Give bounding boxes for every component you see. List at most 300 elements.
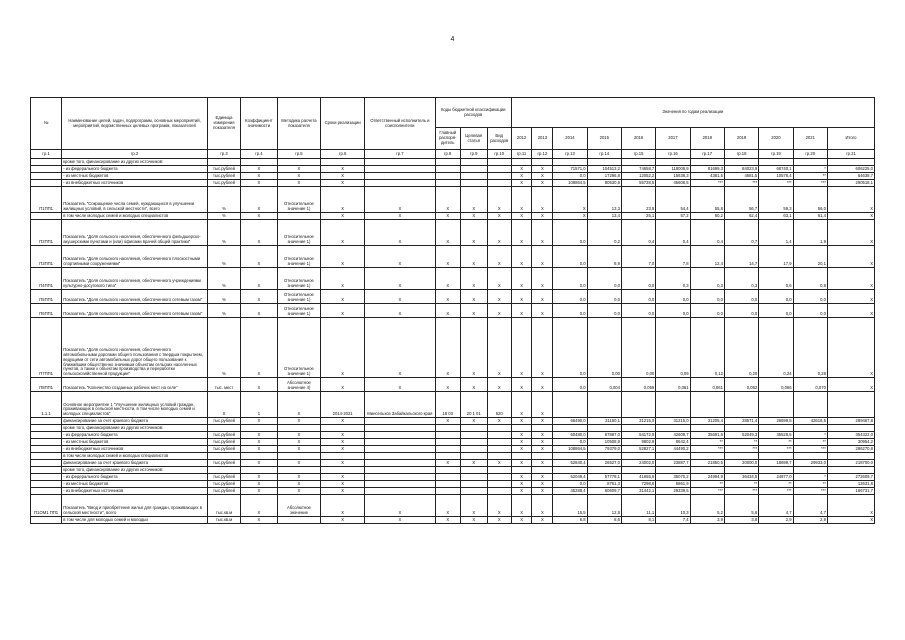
table-cell: 35691,6 — [690, 432, 724, 439]
table-cell: Х — [487, 517, 511, 524]
table-cell — [364, 432, 435, 439]
table-row — [31, 159, 875, 166]
row-name: кроме того, финансирование из других источников: — [62, 159, 208, 166]
column-number: гр.19 — [759, 150, 793, 159]
table-row — [31, 304, 875, 318]
table-cell: Х — [435, 213, 460, 220]
table-cell — [827, 453, 874, 460]
row-name: Показатель "Доля сельского населения, обеспеченного фельдшерско-акушерскими пунктами и (или) офисами врачей общей практики" — [62, 220, 208, 246]
table-cell: 54,4 — [656, 187, 690, 213]
table-cell: Х — [241, 517, 277, 524]
table-cell: 0,3 — [656, 268, 690, 290]
table-cell: Х — [460, 304, 487, 318]
table-cell — [435, 432, 460, 439]
table-cell: 24002,0 — [621, 460, 655, 467]
table-cell: 0,0 — [587, 268, 621, 290]
table-cell: Х — [532, 378, 553, 392]
column-number: гр.5 — [277, 150, 321, 159]
table-cell: 61,4 — [793, 213, 827, 220]
table-cell — [487, 439, 511, 446]
table-cell: % — [207, 268, 240, 290]
table-cell: Х — [435, 290, 460, 304]
table-cell: Х — [511, 488, 532, 495]
table-cell: Х — [321, 474, 365, 481]
table-cell — [621, 392, 655, 418]
table-cell: 7298,6 — [621, 481, 655, 488]
header-main-manager: Главный распоря- дитель — [435, 128, 460, 150]
column-number: гр.21 — [827, 150, 874, 159]
table-cell: тыс.рублей — [207, 481, 240, 488]
table-cell — [241, 453, 277, 460]
table-cell — [587, 159, 621, 166]
table-cell — [277, 453, 321, 460]
table-row — [31, 166, 875, 173]
row-code: П1ПП1 — [31, 187, 62, 213]
table-cell: Х — [487, 246, 511, 268]
table-cell — [364, 180, 435, 187]
table-cell: Х — [435, 495, 460, 517]
row-name: - из местных бюджетов — [62, 173, 208, 180]
table-cell: Х — [487, 418, 511, 425]
table-cell: 0,0 — [587, 304, 621, 318]
table-cell — [621, 467, 655, 474]
table-cell — [487, 425, 511, 432]
table-cell: 5,2 — [690, 495, 724, 517]
table-cell: Х — [532, 432, 553, 439]
table-cell: Х — [321, 446, 365, 453]
table-cell: Х — [435, 418, 460, 425]
table-row — [31, 418, 875, 425]
table-row — [31, 187, 875, 213]
table-cell: 60609,7 — [587, 488, 621, 495]
table-cell — [460, 166, 487, 173]
table-cell: Х — [321, 304, 365, 318]
table-cell — [793, 392, 827, 418]
table-cell: 52827,1 — [621, 446, 655, 453]
table-cell: Х — [321, 517, 365, 524]
table-cell — [487, 467, 511, 474]
table-cell: Х — [241, 180, 277, 187]
table-cell: Относительное значение 1) — [277, 304, 321, 318]
table-cell: Х — [460, 378, 487, 392]
table-cell: Х — [511, 246, 532, 268]
table-cell — [553, 425, 587, 432]
table-cell: 2,9 — [793, 517, 827, 524]
table-cell — [460, 488, 487, 495]
table-row — [31, 488, 875, 495]
table-cell: 20 1 01 — [460, 392, 487, 418]
table-cell: Х — [364, 378, 435, 392]
table-cell: 17296,8 — [587, 173, 621, 180]
row-code: П3ПП1 — [31, 246, 62, 268]
table-cell: Х — [364, 213, 435, 220]
header-year: 2021 — [793, 128, 827, 150]
table-cell: *** — [724, 446, 758, 453]
table-cell: 79379,0 — [587, 446, 621, 453]
row-code — [31, 432, 62, 439]
table-cell: 286270,8 — [827, 446, 874, 453]
table-cell: Х — [532, 418, 553, 425]
table-cell: 0,0 — [553, 439, 587, 446]
table-cell: 166731,7 — [827, 488, 874, 495]
table-cell: Х — [241, 418, 277, 425]
table-cell — [587, 467, 621, 474]
table-cell: 0,4 — [621, 220, 655, 246]
table-cell: 44490,2 — [656, 446, 690, 453]
table-cell: Х — [827, 378, 874, 392]
table-cell: Х — [277, 481, 321, 488]
table-cell: Х — [487, 460, 511, 467]
table-cell: 0,0 — [690, 304, 724, 318]
table-cell: Х — [277, 392, 321, 418]
table-cell: Х — [487, 268, 511, 290]
table-cell — [827, 392, 874, 418]
table-cell: тыс.кв.м — [207, 517, 240, 524]
table-cell: 68740,1 — [759, 166, 793, 173]
table-row — [31, 173, 875, 180]
table-cell — [793, 453, 827, 460]
table-cell: 0,0 — [553, 481, 587, 488]
table-cell: 41655,6 — [621, 474, 655, 481]
table-cell — [321, 467, 365, 474]
table-cell — [277, 425, 321, 432]
table-cell: Х — [487, 495, 511, 517]
table-cell — [277, 159, 321, 166]
table-cell: Х — [532, 488, 553, 495]
table-cell: 45606,5 — [656, 180, 690, 187]
table-cell: 0,0 — [621, 290, 655, 304]
table-cell: 0,09 — [656, 318, 690, 378]
row-name: - из федерального бюджета — [62, 474, 208, 481]
table-cell: 0,0 — [759, 304, 793, 318]
table-cell: Х — [321, 378, 365, 392]
table-cell: Х — [460, 290, 487, 304]
table-cell: 59,3 — [759, 187, 793, 213]
table-cell — [435, 180, 460, 187]
table-cell: тыс.рублей — [207, 418, 240, 425]
table-cell: *** — [793, 180, 827, 187]
table-body — [31, 159, 875, 524]
table-cell: Х — [511, 290, 532, 304]
table-cell — [435, 481, 460, 488]
table-cell — [364, 453, 435, 460]
table-cell: Х — [435, 187, 460, 213]
table-cell: ** — [793, 439, 827, 446]
table-cell — [553, 453, 587, 460]
table-cell: *** — [759, 446, 793, 453]
table-cell: 54172,9 — [621, 432, 655, 439]
table-cell — [487, 453, 511, 460]
table-cell: Х — [511, 439, 532, 446]
table-cell — [724, 467, 758, 474]
table-cell — [724, 425, 758, 432]
column-number: гр.1 — [31, 150, 62, 159]
table-cell: 8,6 — [587, 517, 621, 524]
table-cell: 0,0 — [759, 290, 793, 304]
table-cell: 80530,6 — [587, 180, 621, 187]
row-name: Показатель "Сокращение числа семей, нуждающихся в улучшении жилищных условий, в сельской местности", всего — [62, 187, 208, 213]
row-name: - из внебюджетных источников — [62, 180, 208, 187]
table-cell: Х — [511, 180, 532, 187]
table-cell: Х — [321, 432, 365, 439]
row-name: финансирование за счет краевого бюджета — [62, 418, 208, 425]
table-cell: 31150,1 — [587, 418, 621, 425]
table-cell: 0,28 — [793, 318, 827, 378]
table-cell: Х — [532, 246, 553, 268]
table-cell: 3,8 — [724, 517, 758, 524]
table-cell: Х — [532, 474, 553, 481]
table-cell: Х — [532, 517, 553, 524]
table-cell: 9802,9 — [621, 439, 655, 446]
table-cell: 0,3 — [690, 268, 724, 290]
table-cell: ** — [724, 439, 758, 446]
table-cell — [487, 432, 511, 439]
table-cell — [724, 392, 758, 418]
table-cell: 0,004 — [587, 378, 621, 392]
header-num: № — [31, 98, 62, 150]
table-cell — [793, 159, 827, 166]
table-cell: 1,4 — [759, 220, 793, 246]
header-year: 2016 — [621, 128, 655, 150]
table-cell: 62,4 — [724, 213, 758, 220]
header-term: Сроки реализации — [321, 98, 365, 150]
column-number: гр.20 — [793, 150, 827, 159]
table-cell: *** — [724, 488, 758, 495]
table-row — [31, 481, 875, 488]
table-cell — [364, 159, 435, 166]
table-cell: 55728,5 — [621, 180, 655, 187]
table-cell: 0,0 — [553, 290, 587, 304]
table-cell: Х — [460, 246, 487, 268]
table-cell: 26527,0 — [587, 460, 621, 467]
table-cell: ** — [724, 481, 758, 488]
table-cell — [487, 488, 511, 495]
table-cell — [759, 159, 793, 166]
table-cell — [656, 453, 690, 460]
header-unit: Единица измерения показателя — [207, 98, 240, 150]
table-cell: 0,066 — [759, 378, 793, 392]
row-name: Показатель "Доля сельского населения, обеспеченного учреждениями культурно-досугового типа" — [62, 268, 208, 290]
table-cell: Х — [511, 378, 532, 392]
table-cell: Х — [460, 220, 487, 246]
table-cell: 36434,5 — [724, 474, 758, 481]
table-row — [31, 460, 875, 467]
table-cell — [759, 453, 793, 460]
table-cell: 6,8 — [553, 517, 587, 524]
table-cell: 272609,7 — [827, 474, 874, 481]
table-cell: Х — [241, 187, 277, 213]
table-cell: Относительное значение 1) — [277, 290, 321, 304]
table-cell — [364, 439, 435, 446]
row-name: - из местных бюджетов — [62, 481, 208, 488]
row-code — [31, 439, 62, 446]
table-cell — [487, 481, 511, 488]
table-cell: 63,1 — [759, 213, 793, 220]
table-cell: % — [207, 213, 240, 220]
table-cell — [724, 159, 758, 166]
table-cell: Х — [321, 439, 365, 446]
table-cell: Х — [532, 173, 553, 180]
table-cell: Х — [277, 166, 321, 173]
table-cell: 0,0 — [690, 290, 724, 304]
table-cell: Х — [460, 213, 487, 220]
column-number: гр.7 — [364, 150, 435, 159]
table-cell: 42609,7 — [656, 432, 690, 439]
table-cell: Х — [460, 418, 487, 425]
table-cell: Х — [532, 495, 553, 517]
table-cell: Х — [532, 180, 553, 187]
table-cell: Х — [321, 290, 365, 304]
table-cell — [435, 446, 460, 453]
table-cell: Х — [511, 460, 532, 467]
table-cell: 3,9 — [690, 517, 724, 524]
table-cell: 0,00 — [621, 318, 655, 378]
table-cell — [460, 425, 487, 432]
table-cell — [587, 425, 621, 432]
table-cell — [621, 425, 655, 432]
table-cell — [435, 173, 460, 180]
table-cell: Х — [241, 474, 277, 481]
table-cell: 4681,5 — [724, 173, 758, 180]
table-row — [31, 432, 875, 439]
table-cell: 14,7 — [724, 246, 758, 268]
table-cell: Х — [321, 166, 365, 173]
table-cell: 31215,0 — [621, 418, 655, 425]
column-number: гр.8 — [435, 150, 460, 159]
table-cell — [690, 392, 724, 418]
header-values-by-year: Значения по годам реализации — [511, 98, 874, 128]
row-code — [31, 166, 62, 173]
row-code — [31, 460, 62, 467]
table-cell: 2,9 — [759, 517, 793, 524]
table-cell — [487, 166, 511, 173]
table-cell: 24994,9 — [690, 474, 724, 481]
table-cell: Относительное значение 1) — [277, 220, 321, 246]
table-cell: 4,7 — [793, 495, 827, 517]
row-name: Показатель "Доля сельского населения, обеспеченного автомобильными дорогами общего пользования с твердым покрытием, ведущими от сети автомобильных дорог общего пользования к ближайшим общественно значимым объектам сельских населенных пунктов, а также к объектам производства и переработки сельскохозяйственной продукции" — [62, 318, 208, 378]
table-cell: Х — [277, 418, 321, 425]
column-number: гр.13 — [553, 150, 587, 159]
table-cell: тыс.рублей — [207, 474, 240, 481]
table-cell — [460, 474, 487, 481]
table-cell: 56,0 — [793, 187, 827, 213]
table-cell — [435, 453, 460, 460]
table-cell: Х — [827, 290, 874, 304]
table-cell: Х — [321, 220, 365, 246]
row-code — [31, 425, 62, 432]
table-cell: Х — [241, 488, 277, 495]
table-cell — [460, 439, 487, 446]
table-cell: тыс.рублей — [207, 180, 240, 187]
row-code — [31, 488, 62, 495]
table-cell: 104513,2 — [587, 166, 621, 173]
table-cell — [364, 474, 435, 481]
table-cell: 28571,4 — [724, 418, 758, 425]
table-cell: 29933,0 — [793, 460, 827, 467]
header-year: 2015 — [587, 128, 621, 150]
table-row — [31, 392, 875, 418]
table-cell: 0,7 — [724, 220, 758, 246]
table-cell: Х — [460, 268, 487, 290]
table-cell — [460, 180, 487, 187]
table-cell: Х — [364, 268, 435, 290]
row-name: - из местных бюджетов — [62, 439, 208, 446]
table-cell — [460, 159, 487, 166]
table-cell: Х — [487, 318, 511, 378]
row-name: в том числе молодых семей и молодых специалистов — [62, 213, 208, 220]
table-cell: Х — [511, 474, 532, 481]
table-cell: *** — [690, 446, 724, 453]
table-cell: Х — [511, 268, 532, 290]
table-cell: Х — [277, 474, 321, 481]
header-expense-type: Вид расходов — [487, 128, 511, 150]
table-cell: Х — [532, 460, 553, 467]
table-cell — [435, 159, 460, 166]
table-cell — [793, 467, 827, 474]
table-cell: 31205,4 — [690, 418, 724, 425]
table-cell: 7,8 — [656, 246, 690, 268]
table-cell: Х — [321, 495, 365, 517]
table-cell — [460, 481, 487, 488]
table-cell: 15638,3 — [656, 173, 690, 180]
row-name: - из внебюджетных источников — [62, 488, 208, 495]
table-cell: 0,0 — [621, 304, 655, 318]
row-code — [31, 446, 62, 453]
table-cell: Х — [241, 318, 277, 378]
row-name: кроме того, финансирование из других источников: — [62, 467, 208, 474]
table-cell: *** — [690, 180, 724, 187]
table-cell — [724, 453, 758, 460]
table-cell — [460, 453, 487, 460]
table-cell: Х — [364, 495, 435, 517]
table-cell — [511, 425, 532, 432]
table-cell — [364, 481, 435, 488]
table-cell: 0,20 — [724, 318, 758, 378]
table-cell: Х — [460, 187, 487, 213]
table-cell: % — [207, 304, 240, 318]
table-row — [31, 246, 875, 268]
table-cell: *** — [690, 488, 724, 495]
table-row — [31, 290, 875, 304]
table-cell: Х — [511, 446, 532, 453]
header-total: Итого — [827, 128, 874, 150]
row-name: Показатель "Доля сельского населения, обеспеченного сетевым газом" — [62, 290, 208, 304]
table-cell — [532, 453, 553, 460]
header-year: 2020 — [759, 128, 793, 150]
table-cell — [277, 213, 321, 220]
table-cell: Х — [487, 290, 511, 304]
column-number: гр.4 — [241, 150, 277, 159]
table-cell: тыс.рублей — [207, 166, 240, 173]
table-cell: 0,0 — [656, 304, 690, 318]
table-row — [31, 425, 875, 432]
column-number: гр.16 — [656, 150, 690, 159]
table-cell — [587, 453, 621, 460]
table-cell — [460, 432, 487, 439]
table-cell: 4381,5 — [690, 173, 724, 180]
table-cell: 18699,7 — [759, 460, 793, 467]
table-cell: 52049,3 — [724, 432, 758, 439]
table-cell: Х — [553, 187, 587, 213]
column-number: гр.6 — [321, 150, 365, 159]
row-code: П8ПП1 — [31, 378, 62, 392]
table-cell — [435, 166, 460, 173]
table-cell: Х — [532, 439, 553, 446]
table-cell: *** — [724, 180, 758, 187]
table-cell — [241, 467, 277, 474]
table-cell — [690, 159, 724, 166]
table-cell: Х — [827, 304, 874, 318]
